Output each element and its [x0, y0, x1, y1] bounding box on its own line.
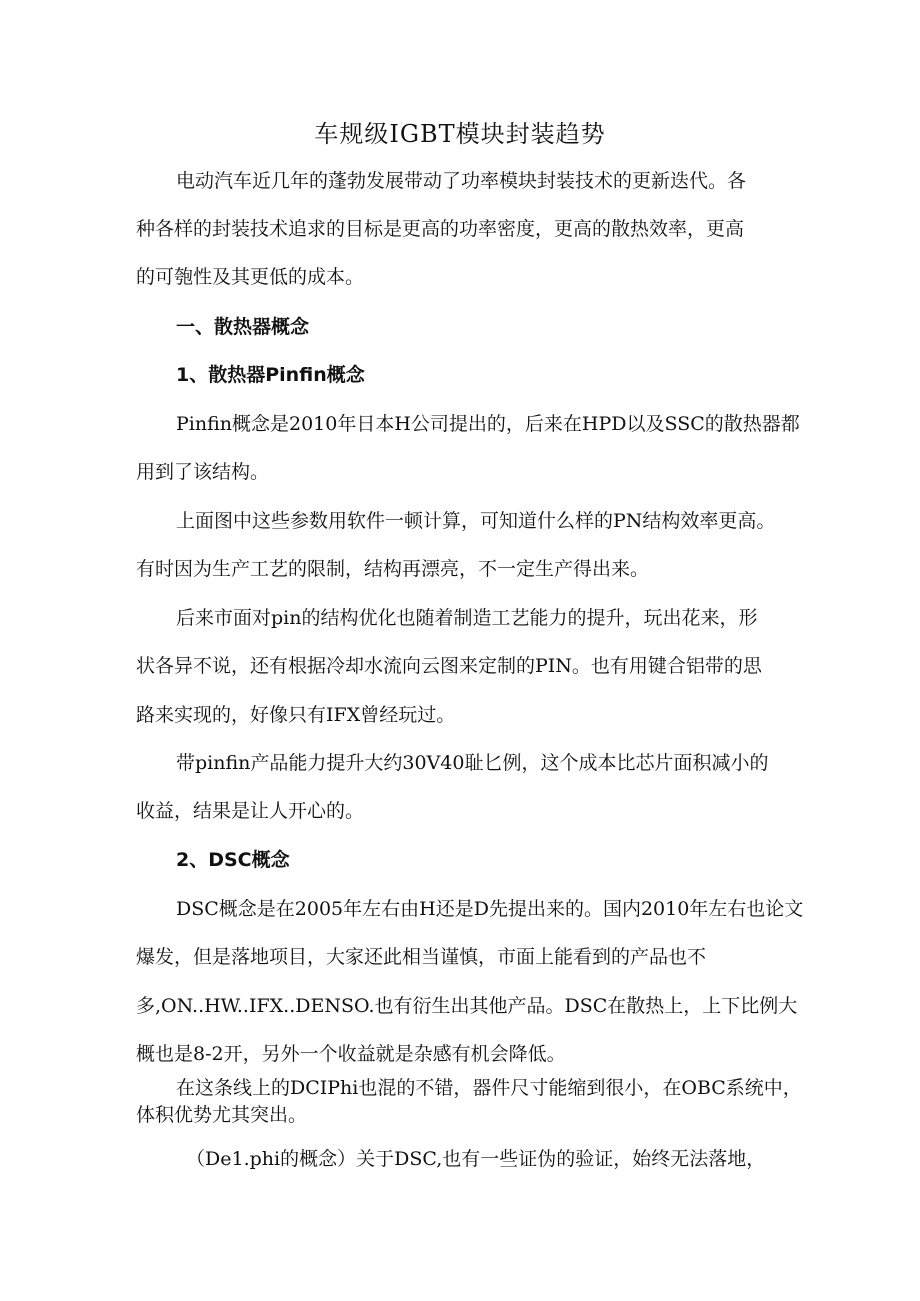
- pinfin-para3-line-1: 后来市面对pin的结构优化也随着制造工艺能力的提升，玩出花来，形: [176, 607, 758, 629]
- dsc-para3-line-1: （De1.phi的概念）关于DSC,也有一些证伪的验证，始终无法落地，: [186, 1148, 766, 1170]
- pinfin-para1-line-2: 用到了该结构。: [136, 461, 270, 483]
- subsection-heading-pinfin: 1、散热器Pinfin概念: [176, 364, 365, 386]
- dsc-para1-line-3: 多,ON..HW..IFX..DENSO.也有衍生出其他产品。DSC在散热上，上下比例大: [136, 995, 798, 1017]
- intro-line-1: 电动汽车近几年的蓬勃发展带动了功率模块封装技术的更新迭代。各: [176, 170, 747, 192]
- pinfin-para4-line-1: 带pinfin产品能力提升大约30V40耻匕例，这个成本比芯片面积减小的: [176, 752, 769, 774]
- dsc-para1-line-2: 爆发，但是落地项目，大家还此相当谨慎，市面上能看到的产品也不: [136, 946, 707, 968]
- pinfin-para2-line-2: 有时因为生产工艺的限制，结构再漂亮，不一定生产得出来。: [136, 558, 650, 580]
- pinfin-para2-line-1: 上面图中这些参数用软件一顿计算，可知道什么样的PN结构效率更高。: [176, 510, 776, 532]
- section-heading-heatsink: 一、散热器概念: [176, 316, 310, 338]
- dsc-para1-line-4: 概也是8-2开，另外一个收益就是杂感有机会降低。: [136, 1043, 566, 1065]
- pinfin-para3-line-3: 路来实现的，好像只有IFX曾经玩过。: [136, 704, 456, 726]
- dsc-para2-line-1: 在这条线上的DCIPhi也混的不错，器件尺寸能缩到很小，在OBC系统中，: [176, 1077, 802, 1099]
- intro-line-3: 的可匏性及其更低的成本。: [136, 266, 365, 288]
- pinfin-para4-line-2: 收益，结果是让人开心的。: [136, 800, 365, 822]
- dsc-para2-line-2: 体积优势尤其突出。: [136, 1104, 308, 1126]
- subsection-heading-dsc: 2、DSC概念: [176, 849, 290, 871]
- dsc-para1-line-1: DSC概念是在2005年左右由H还是D先提出来的。国内2010年左右也论文: [176, 898, 804, 920]
- page-title: 车规级IGBT模块封装趋势: [314, 120, 606, 148]
- pinfin-para1-line-1: Pinfin概念是2010年日本H公司提出的，后来在HPD以及SSC的散热器都: [176, 413, 800, 435]
- intro-line-2: 种各样的封装技术追求的目标是更高的功率密度，更高的散热效率，更高: [136, 218, 745, 240]
- pinfin-para3-line-2: 状各异不说，还有根据冷却水流向云图来定制的PIN。也有用键合铝带的思: [136, 655, 762, 677]
